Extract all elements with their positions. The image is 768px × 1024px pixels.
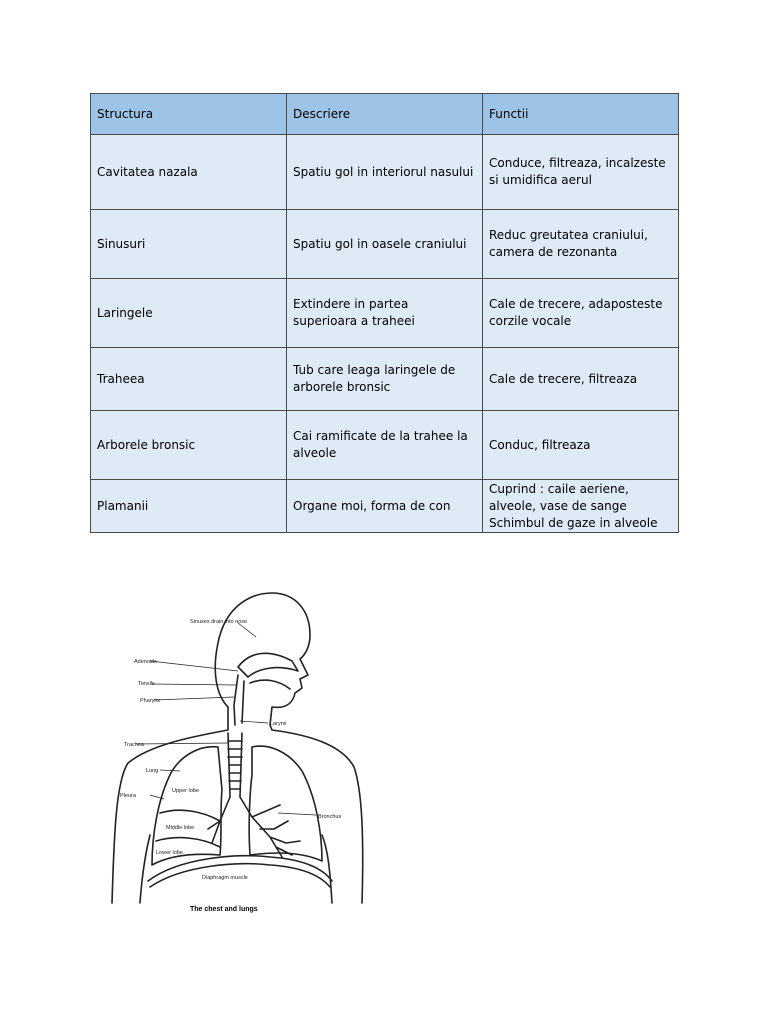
label-adenoids: Adenoids [134,659,157,665]
table-cell: Sinusuri [91,210,287,279]
table-cell: Cavitatea nazala [91,135,287,210]
label-pleura: Pleura [120,793,136,799]
label-pharynx: Pharynx [140,698,161,704]
table-cell: Tub care leaga laringele de arborele bronsic [287,348,483,411]
table-cell: Arborele bronsic [91,411,287,480]
table-row [91,279,679,348]
torso-outline [112,707,228,903]
label-lower-lobe: Lower lobe [156,850,183,856]
table-row [91,348,679,411]
respiratory-table [90,93,679,533]
table-cell: Cale de trecere, filtreaza [483,348,679,411]
table-cell: Reduc greutatea craniului, camera de rezonanta [483,210,679,279]
table-row [91,210,679,279]
chest-lungs-illustration [110,585,365,915]
label-trachea: Trachea [124,742,144,748]
figure-caption: The chest and lungs [190,906,258,913]
table-cell: Cai ramificate de la trahee la alveole [287,411,483,480]
header-functii: Functii [483,94,679,135]
left-lung-drawing [152,747,222,865]
label-tonsils: Tonsils [138,681,155,687]
table-cell: Laringele [91,279,287,348]
header-structura: Structura [91,94,287,135]
table-row [91,411,679,480]
right-lung-drawing [249,746,322,861]
table-cell: Cale de trecere, adaposteste corzile vocale [483,279,679,348]
table-cell: Conduc, filtreaza [483,411,679,480]
label-sinuses: Sinuses drain into nose [190,619,248,625]
table-row [91,480,679,533]
table-cell: Traheea [91,348,287,411]
label-middle-lobe: Middle lobe [166,825,195,831]
label-lung: Lung [146,768,159,774]
head-outline [215,593,310,725]
header-descriere: Descriere [287,94,483,135]
label-diaphragm: Diaphragm muscle [202,875,248,881]
table-cell: Spatiu gol in oasele craniului [287,210,483,279]
label-larynx: Larynx [270,721,287,727]
table-cell: Organe moi, forma de con [287,480,483,533]
table-cell: Extindere in partea superioara a traheei [287,279,483,348]
table-row [91,135,679,210]
table-cell: Cuprind : caile aeriene, alveole, vase de sange Schimbul de gaze in alveole [483,480,679,533]
table-cell: Spatiu gol in interiorul nasului [287,135,483,210]
label-bronchus: Bronchus [318,814,342,820]
table-cell: Conduce, filtreaza, incalzeste si umidifica aerul [483,135,679,210]
anatomy-drawing [110,585,365,915]
table-header-row [91,94,679,135]
table-cell: Plamanii [91,480,287,533]
label-upper-lobe: Upper lobe [172,788,199,794]
